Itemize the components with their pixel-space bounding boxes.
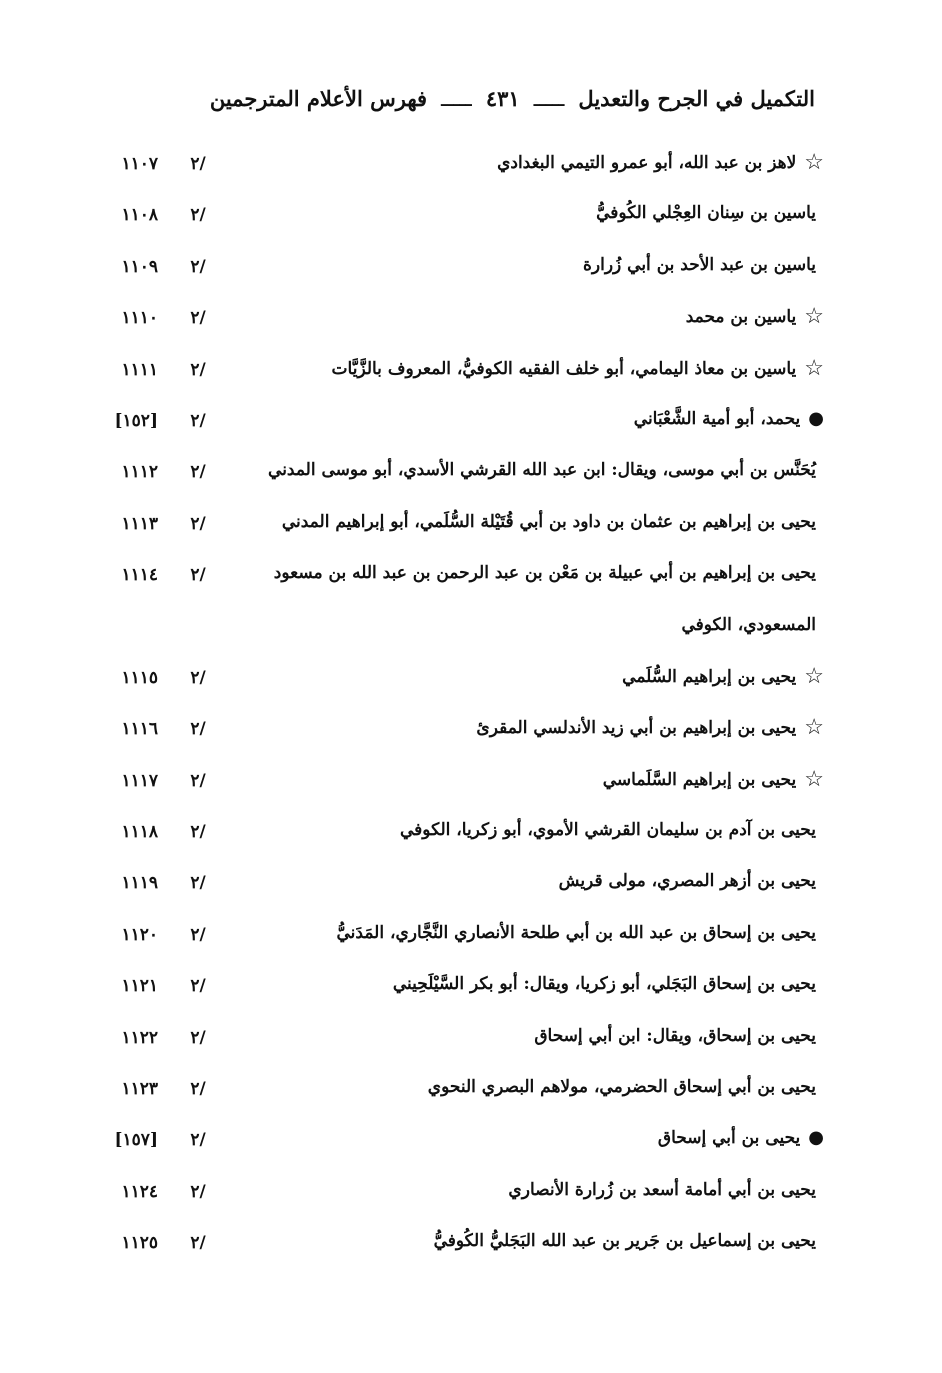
entry-text: يحيى بن إسحاق بن عبد الله بن أبي طلحة الأنصاري النَّجَّاري، المَدَنيُّ [336,922,816,943]
entry-number: ١١٢٠ [121,924,158,945]
entry-name [497,152,824,174]
entry-name [602,766,824,792]
entry-number: ١١١٣ [121,513,158,534]
entry-name [534,1026,824,1046]
entry-number: ١١٢٣ [121,1079,158,1100]
index-entry [0,609,942,660]
running-header [175,86,815,111]
entry-text: يحيى بن إسحاق، ويقال: ابن أبي إسحاق [534,1025,816,1046]
entry-volume: ٢/ [190,256,206,277]
entry-number: ١١١٢ [121,462,158,483]
entry-number: ١١٠٩ [121,256,158,277]
entry-name [634,409,824,429]
index-entry [0,249,942,300]
index-entry [0,711,942,762]
star-icon: ☆ [804,663,824,689]
entry-volume: ٢/ [190,154,206,174]
entry-text: يحيى بن إبراهيم بن عثمان بن داود بن أبي قُتَيْلة السُّلَمي، أبو إبراهيم المدني [281,511,816,532]
entry-number: [١٥٧] [114,1130,158,1151]
index-entry [0,1020,942,1071]
entry-volume: ٢/ [190,1027,206,1048]
index-entry [0,1071,942,1122]
entry-number: ١١٢١ [121,976,158,997]
index-entry [0,917,942,968]
entry-name [434,1231,824,1251]
entry-volume: ٢/ [190,565,206,586]
entry-number: ١١١٧ [121,770,158,791]
entry-volume: ٢/ [190,1181,206,1202]
entry-number: ١١١٤ [121,565,158,586]
entry-number: ١١١٨ [121,822,158,843]
star-icon: ☆ [804,304,824,330]
star-icon: ☆ [804,150,824,175]
entry-volume: ٢/ [190,1233,206,1254]
entry-name [274,563,824,583]
index-entry [0,506,942,557]
index-entry [0,1174,942,1225]
entry-text: يحيى بن أبي إسحاق الحضرمي، مولاهم البصري النحوي [427,1077,816,1098]
index-entry [0,300,942,351]
entry-name [400,820,824,840]
index-entry [0,1225,942,1276]
entry-text: المسعودي، الكوفي [681,614,816,635]
entry-text: ياسين بن محمد [685,307,797,328]
entry-number: ١١١٠ [121,308,158,329]
index-entry [0,763,942,814]
entry-number: ١١٢٢ [121,1027,158,1048]
entry-text: يحيى بن إسحاق البَجَلي، أبو زكريا، ويقال: أبو بكر السَّيْلَحِيني [392,974,816,995]
entry-number: ١١٢٥ [121,1233,158,1254]
entry-text: يحيى بن إسماعيل بن جَرير بن عبد الله البَجَليُّ الكُوفيُّ [433,1231,816,1252]
index-entry [0,1122,942,1173]
star-icon: ☆ [804,715,824,741]
entry-name [658,1128,824,1148]
entry-text: يحيى بن آدم بن سليمان القرشي الأموي، أبو زكريا، الكوفي [399,820,816,841]
entry-volume: ٢/ [190,719,206,740]
entry-name [331,355,824,381]
header-dash: ـــــ [533,86,565,111]
entry-name [508,1180,824,1200]
entry-name [686,306,824,328]
index-entry [0,660,942,711]
entry-volume: ٢/ [190,359,206,380]
entry-volume: ٢/ [190,1130,206,1151]
entry-volume: ٢/ [190,513,206,534]
entry-number: ١١٠٨ [121,205,158,226]
entry-volume: ٢/ [190,976,206,997]
entry-volume: ٢/ [190,1079,206,1100]
entry-text: يحيى بن إبراهيم بن أبي عبيلة بن مَعْن بن عبد الرحمن بن عبد الله بن مسعود [273,563,816,584]
page-number: ٤٣١ [485,86,520,111]
index-entry [0,146,942,197]
index-entry [0,968,942,1019]
entry-volume: ٢/ [190,822,206,843]
entry-number: ١١١٩ [121,873,158,894]
entry-text: لاهز بن عبد الله، أبو عمرو التيمي البغدادي [497,153,797,173]
entry-volume: ٢/ [190,924,206,945]
entry-volume: ٢/ [190,308,206,329]
index-list [0,146,942,1277]
entry-name [337,923,824,943]
entry-name [393,974,824,994]
index-entry [0,352,942,403]
entry-text: يحيى بن أزهر المصري، مولى قريش [558,871,816,892]
entry-text: يحيى بن أبي أمامة أسعد بن زُرارة الأنصاري [508,1179,816,1200]
entry-name [681,615,824,635]
star-icon: ☆ [804,766,824,792]
entry-name [622,663,824,689]
entry-name [268,460,824,480]
entry-volume: ٢/ [190,410,206,431]
entry-number: ١١٠٧ [121,154,158,174]
entry-name [583,255,824,275]
index-entry [0,197,942,248]
entry-text: يحيى بن أبي إسحاق [657,1128,801,1149]
entry-name [282,512,824,532]
book-title: التكميل في الجرح والتعديل [578,86,815,111]
entry-number: ١١٢٤ [121,1181,158,1202]
entry-name [428,1077,824,1097]
entry-volume: ٢/ [190,205,206,226]
entry-text: ياسين بن عبد الأحد بن أبي زُرارة [582,254,816,275]
index-entry [0,557,942,608]
index-entry [0,814,942,865]
entry-text: يحمد، أبو أمية الشَّعْبَاني [633,408,801,429]
header-dash: ـــــ [441,86,472,111]
entry-number: [١٥٢] [114,410,158,431]
entry-number: ١١١٦ [121,719,158,740]
entry-text: يحيى بن إبراهيم السَّلَماسي [602,769,797,790]
section-title: فهرس الأعلام المترجمين [209,86,428,111]
entry-text: يحيى بن إبراهيم السُّلَمي [622,666,797,687]
index-entry [0,454,942,505]
bullet-icon: ● [808,1127,824,1149]
entry-volume: ٢/ [190,770,206,791]
star-icon: ☆ [804,355,824,381]
entry-name [596,203,824,223]
entry-text: ياسين بن معاذ اليمامي، أبو خلف الفقيه الكوفيُّ، المعروف بالزَّيَّات [331,358,797,379]
entry-name [476,717,824,739]
entry-volume: ٢/ [190,462,206,483]
entry-volume: ٢/ [190,873,206,894]
entry-volume: ٢/ [190,667,206,688]
entry-text: ياسين بن سِنان العِجْلي الكُوفيُّ [596,203,816,224]
index-entry [0,865,942,916]
entry-name [559,871,824,891]
index-entry [0,403,942,454]
bullet-icon: ● [808,407,824,429]
entry-text: يحيى بن إبراهيم بن أبي زيد الأندلسي المقرئ [476,718,797,739]
entry-number: ١١١٥ [121,667,158,688]
entry-text: يُحَنَّس بن أبي موسى، ويقال: ابن عبد الله القرشي الأسدي، أبو موسى المدني [268,460,816,481]
entry-number: ١١١١ [121,359,158,380]
